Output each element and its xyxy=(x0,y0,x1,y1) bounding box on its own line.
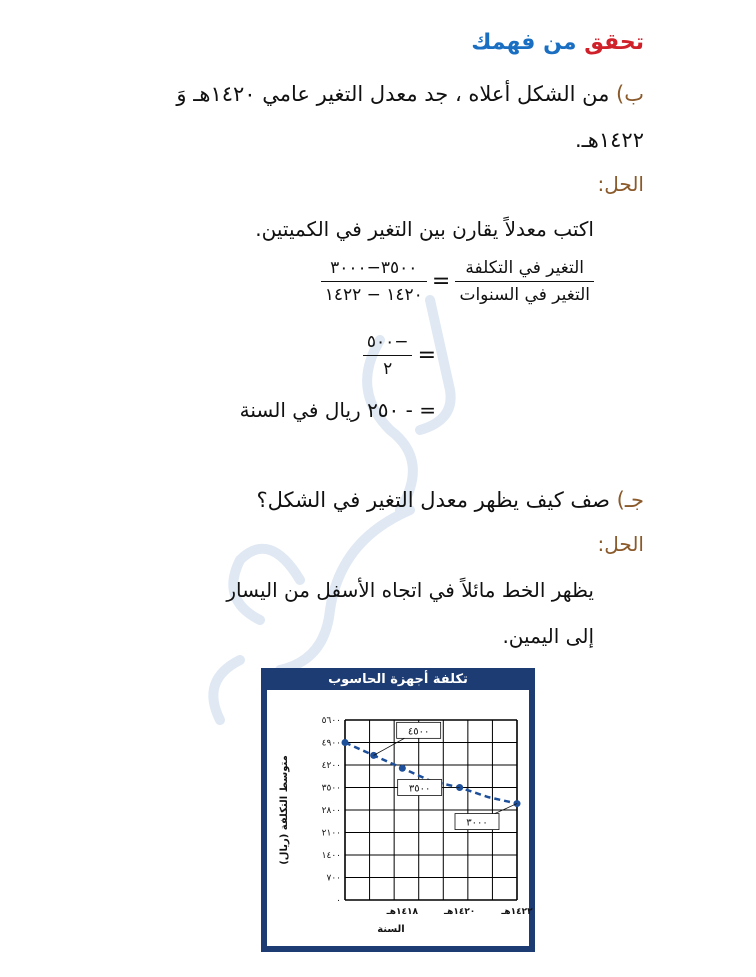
part-b-line-1: من الشكل أعلاه ، جد معدل التغير عامي ١٤٢٠هـ وَ xyxy=(176,82,610,106)
x-tick-label: ١٤٢٢هـ xyxy=(501,907,533,917)
year-difference: ١٤٢٠ − ١٤٢٢ xyxy=(324,285,423,305)
check-understanding-title xyxy=(471,30,644,55)
data-point xyxy=(399,765,406,772)
rate-equation xyxy=(321,258,594,305)
part-c-answer-2: إلى اليمين. xyxy=(502,624,594,648)
part-b-line-2: ١٤٢٢هـ. xyxy=(574,128,644,152)
annotation-label: ٣٥٠٠ xyxy=(408,783,431,795)
y-tick-label: ٤٩٠٠ xyxy=(321,738,341,749)
part-c-question xyxy=(257,488,645,512)
part-b-question xyxy=(176,82,644,106)
part-b-label: ب) xyxy=(616,82,644,106)
check-word-1: تحقق xyxy=(584,30,644,55)
y-tick-label: ٣٥٠٠ xyxy=(321,783,341,794)
rate-fraction-numbers xyxy=(321,258,427,305)
data-point xyxy=(514,800,521,807)
part-c-text: صف كيف يظهر معدل التغير في الشكل؟ xyxy=(256,488,610,512)
y-tick-label: ٠ xyxy=(336,896,341,906)
solution-b-intro: اكتب معدلاً يقارن بين التغير في الكميتين. xyxy=(255,217,594,241)
cost-difference: ٣٥٠٠−٣٠٠٠ xyxy=(321,258,427,282)
chart-title: تكلفة أجهزة الحاسوب xyxy=(328,672,468,687)
solution-label-c: الحل: xyxy=(597,532,644,556)
fraction-2-denominator: ٢ xyxy=(383,359,393,379)
annotation-label: ٤٥٠٠ xyxy=(407,726,430,738)
rate-fraction-words xyxy=(455,258,594,305)
y-axis-title: متوسط التكلفة (ريال) xyxy=(279,755,290,865)
chart-panel xyxy=(267,690,533,946)
change-in-years: التغير في السنوات xyxy=(459,285,590,305)
part-c-label: جـ) xyxy=(616,488,644,512)
part-c-answer-1: يظهر الخط مائلاً في اتجاه الأسفل من اليسار xyxy=(226,578,594,602)
y-tick-label: ٤٢٠٠ xyxy=(321,761,341,771)
y-tick-label: ٥٦٠٠ xyxy=(321,716,341,726)
x-axis-title: السنة xyxy=(377,924,405,935)
rate-step-2 xyxy=(363,332,436,379)
annotation-label: ٣٠٠٠ xyxy=(466,817,488,829)
y-tick-label: ١٤٠٠ xyxy=(321,851,341,861)
data-point xyxy=(342,739,349,746)
x-tick-label: ١٤١٨هـ xyxy=(386,907,418,917)
y-tick-label: ٢١٠٠ xyxy=(321,828,341,839)
solution-label-b: الحل: xyxy=(597,172,644,196)
equals-sign-2: = xyxy=(417,343,436,368)
fraction-2-numerator: −٥٠٠ xyxy=(363,332,413,356)
computer-cost-chart xyxy=(261,668,535,952)
change-in-cost: التغير في التكلفة xyxy=(455,258,594,282)
equals-sign: = xyxy=(431,269,451,294)
x-tick-label: ١٤٢٠هـ xyxy=(444,907,476,917)
rate-result: = - ٢٥٠ ريال في السنة xyxy=(239,398,436,422)
y-tick-label: ٢٨٠٠ xyxy=(321,806,341,816)
rate-fraction-2 xyxy=(363,332,413,379)
chart-svg xyxy=(267,690,533,946)
check-word-2: من فهمك xyxy=(471,30,577,55)
y-tick-label: ٧٠٠ xyxy=(326,873,341,884)
